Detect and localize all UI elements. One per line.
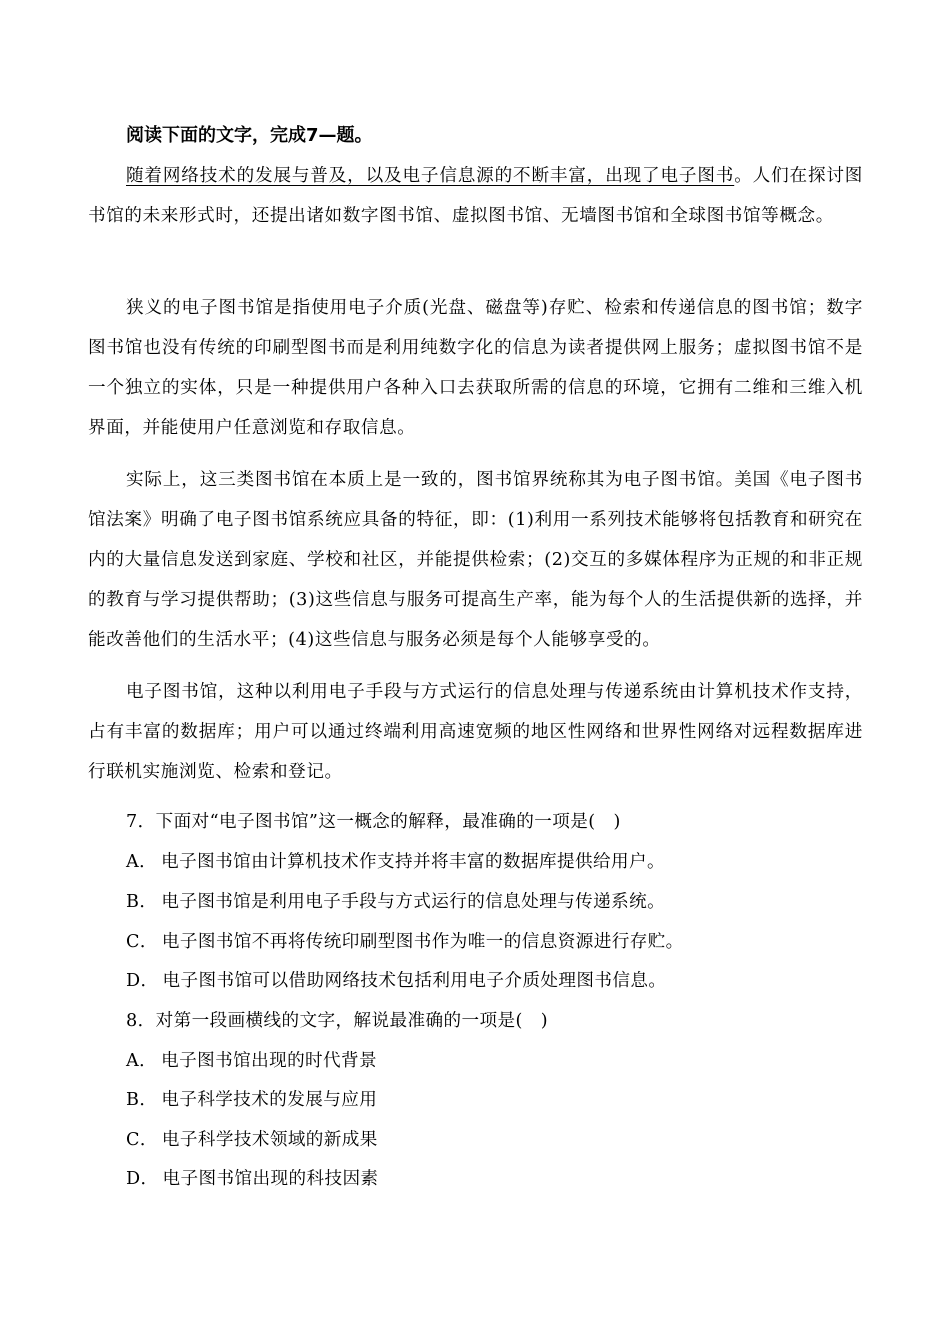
question-7-option-d — [126, 969, 666, 993]
option-text: 电子图书馆不再将传统印刷型图书作为唯一的信息资源进行存贮。 — [161, 932, 684, 952]
option-text: 电子图书馆出现的时代背景 — [161, 1051, 378, 1071]
reading-instruction-heading: 阅读下面的文字，完成7—题。 — [126, 125, 373, 146]
passage-paragraph-2: 狭义的电子图书馆是指使用电子介质(光盘、磁盘等)存贮、检索和传递信息的图书馆；数字图书馆也没有传统的印刷型图书而是利用纯数字化的信息为读者提供网上服务；虚拟图书馆不是一个独立的实体，只是一种提供用户各种入口去获取所需的信息的环境，它拥有二维和三维入机界面，并能使用户任意浏览和存取信息。 — [88, 298, 863, 438]
option-letter: C． — [126, 932, 158, 952]
question-8-option-d — [126, 1167, 378, 1191]
question-8-option-a — [126, 1049, 377, 1073]
option-letter: B． — [126, 892, 158, 912]
option-text: 电子图书馆由计算机技术作支持并将丰富的数据库提供给用户。 — [161, 852, 665, 872]
option-letter: B． — [126, 1090, 158, 1110]
question-8-stem: 8．对第一段画横线的文字，解说最准确的一项是( ) — [126, 1011, 548, 1031]
question-8-option-c — [126, 1128, 378, 1152]
passage-paragraph-3: 实际上，这三类图书馆在本质上是一致的，图书馆界统称其为电子图书馆。美国《电子图书馆法案》明确了电子图书馆系统应具备的特征，即：(1)利用一系列技术能够将包括教育和研究在内的大量信息发送到家庭、学校和社区，并能提供检索；(2)交互的多媒体程序为正规的和非正规的教育与学习提供帮助；(3)这些信息与服务可提高生产率，能为每个人的生活提供新的选择，并能改善他们的生活水平；(4)这些信息与服务必须是每个人能够享受的。 — [88, 470, 863, 650]
option-text: 电子图书馆可以借助网络技术包括利用电子介质处理图书信息。 — [162, 971, 667, 991]
question-7-stem: 7．下面对“电子图书馆”这一概念的解释，最准确的一项是( ) — [126, 812, 621, 832]
option-letter: C． — [126, 1130, 158, 1150]
paragraph-1-rest: 。人们在探讨图书馆的未来形式时，还提出诸如数字图书馆、虚拟图书馆、无墙图书馆和全球图书馆等概念。 — [88, 166, 863, 226]
passage-paragraph-1 — [88, 156, 863, 236]
passage-paragraph-4: 电子图书馆，这种以利用电子手段与方式运行的信息处理与传递系统由计算机技术作支持，占有丰富的数据库；用户可以通过终端利用高速宽频的地区性网络和世界性网络对远程数据库进行联机实施浏览、检索和登记。 — [88, 682, 863, 782]
question-7-option-a — [126, 850, 665, 874]
option-letter: A． — [126, 1051, 158, 1071]
question-8-option-b — [126, 1088, 377, 1112]
option-text: 电子图书馆出现的科技因素 — [162, 1169, 379, 1189]
question-7-option-c — [126, 930, 684, 954]
option-letter: D． — [126, 971, 159, 991]
option-text: 电子科学技术领域的新成果 — [161, 1130, 378, 1150]
option-text: 电子图书馆是利用电子手段与方式运行的信息处理与传递系统。 — [161, 892, 666, 912]
option-letter: A． — [126, 852, 158, 872]
question-7-option-b — [126, 890, 665, 914]
option-text: 电子科学技术的发展与应用 — [161, 1090, 378, 1110]
option-letter: D． — [126, 1169, 159, 1189]
underlined-sentence: 随着网络技术的发展与普及，以及电子信息源的不断丰富，出现了电子图书 — [126, 166, 735, 186]
